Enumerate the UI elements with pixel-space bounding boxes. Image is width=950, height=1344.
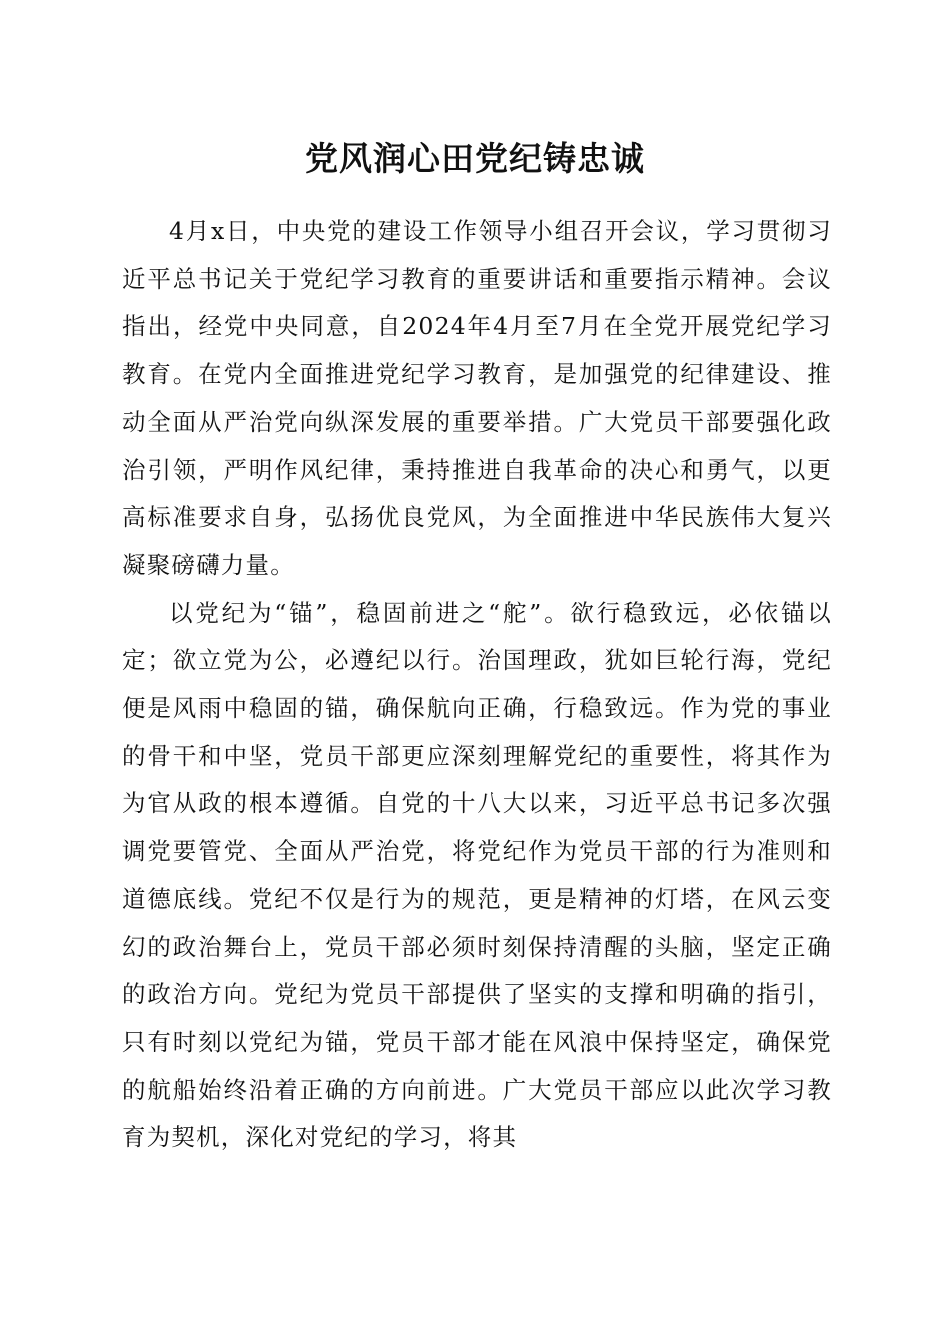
- paragraph-1: 4月x日，中央党的建设工作领导小组召开会议，学习贯彻习近平总书记关于党纪学习教育的重要讲话和重要指示精神。会议指出，经党中央同意，自2024年4月至7月在全党开展党纪学习教育。在党内全面推进党纪学习教育，是加强党的纪律建设、推动全面从严治党向纵深发展的重要举措。广大党员干部要强化政治引领，严明作风纪律，秉持推进自我革命的决心和勇气，以更高标准要求自身，弘扬优良党风，为全面推进中华民族伟大复兴凝聚磅礴力量。: [122, 217, 832, 579]
- document-title: 党风润心田党纪铸忠诚: [305, 139, 645, 178]
- document-body: [122, 208, 832, 1162]
- paragraph-2: 以党纪为“锚”，稳固前进之“舵”。欲行稳致远，必依锚以定；欲立党为公，必遵纪以行。治国理政，犹如巨轮行海，党纪便是风雨中稳固的锚，确保航向正确，行稳致远。作为党的事业的骨干和中坚，党员干部更应深刻理解党纪的重要性，将其作为为官从政的根本遵循。自党的十八大以来，习近平总书记多次强调党要管党、全面从严治党，将党纪作为党员干部的行为准则和道德底线。党纪不仅是行为的规范，更是精神的灯塔，在风云变幻的政治舞台上，党员干部必须时刻保持清醒的头脑，坚定正确的政治方向。党纪为党员干部提供了坚实的支撑和明确的指引，只有时刻以党纪为锚，党员干部才能在风浪中保持坚定，确保党的航船始终沿着正确的方向前进。广大党员干部应以此次学习教育为契机，深化对党纪的学习，将其: [122, 598, 832, 1152]
